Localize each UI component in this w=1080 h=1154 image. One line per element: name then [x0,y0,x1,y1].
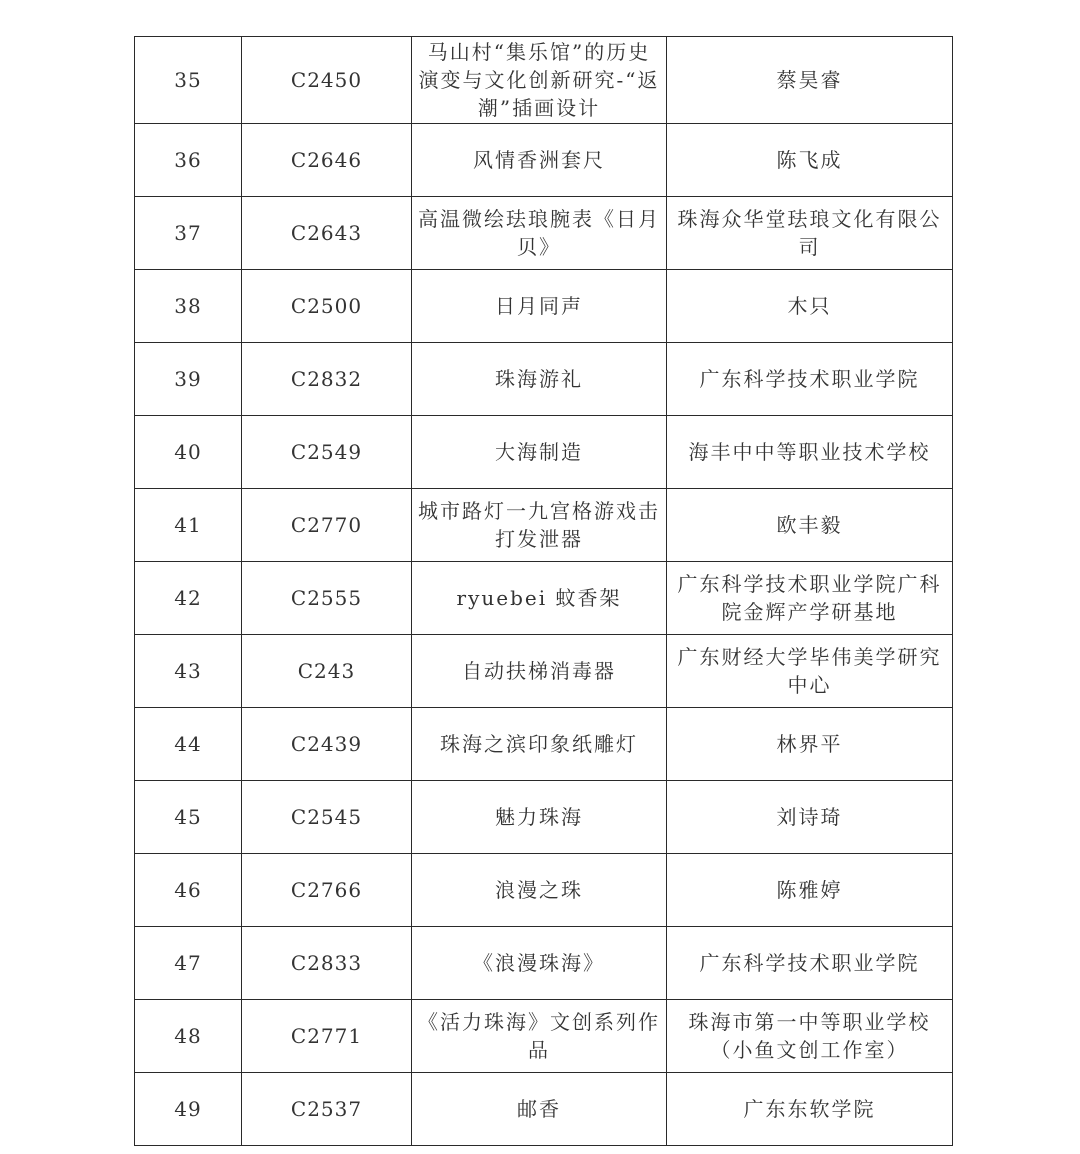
table-row [135,1073,953,1146]
author-name: 广东科学技术职业学院 [667,343,953,416]
row-number: 42 [135,562,242,635]
work-title: 邮香 [412,1073,667,1146]
table-row [135,343,953,416]
table-row [135,37,953,124]
entry-code: C2450 [242,37,412,124]
table-row [135,854,953,927]
entry-code: C2549 [242,416,412,489]
author-name: 陈飞成 [667,124,953,197]
row-number: 44 [135,708,242,781]
work-title: 日月同声 [412,270,667,343]
entry-code: C2439 [242,708,412,781]
entry-code: C2771 [242,1000,412,1073]
row-number: 46 [135,854,242,927]
table-row [135,635,953,708]
entry-code: C2833 [242,927,412,1000]
row-number: 49 [135,1073,242,1146]
work-title: 马山村“集乐馆”的历史演变与文化创新研究-“返潮”插画设计 [412,37,667,124]
table-row [135,562,953,635]
entry-code: C243 [242,635,412,708]
work-title: 大海制造 [412,416,667,489]
entry-code: C2766 [242,854,412,927]
row-number: 47 [135,927,242,1000]
row-number: 39 [135,343,242,416]
entry-code: C2500 [242,270,412,343]
author-name: 陈雅婷 [667,854,953,927]
work-title: 《浪漫珠海》 [412,927,667,1000]
table-row [135,927,953,1000]
table-row [135,708,953,781]
row-number: 36 [135,124,242,197]
row-number: 37 [135,197,242,270]
table-row [135,489,953,562]
table-row [135,416,953,489]
work-title: 高温微绘珐琅腕表《日月贝》 [412,197,667,270]
author-name: 珠海市第一中等职业学校（小鱼文创工作室） [667,1000,953,1073]
table-row [135,781,953,854]
entry-code: C2643 [242,197,412,270]
author-name: 蔡昊睿 [667,37,953,124]
work-title: 珠海游礼 [412,343,667,416]
author-name: 刘诗琦 [667,781,953,854]
row-number: 38 [135,270,242,343]
work-title: 风情香洲套尺 [412,124,667,197]
work-title: ryuebei 蚊香架 [412,562,667,635]
results-table [134,36,953,1146]
entry-code: C2555 [242,562,412,635]
row-number: 35 [135,37,242,124]
author-name: 欧丰毅 [667,489,953,562]
work-title: 魅力珠海 [412,781,667,854]
author-name: 木只 [667,270,953,343]
work-title: 自动扶梯消毒器 [412,635,667,708]
work-title: 浪漫之珠 [412,854,667,927]
author-name: 林界平 [667,708,953,781]
entry-code: C2770 [242,489,412,562]
entry-code: C2646 [242,124,412,197]
author-name: 广东东软学院 [667,1073,953,1146]
table-row [135,124,953,197]
entry-code: C2537 [242,1073,412,1146]
row-number: 48 [135,1000,242,1073]
row-number: 40 [135,416,242,489]
author-name: 广东科学技术职业学院 [667,927,953,1000]
row-number: 41 [135,489,242,562]
row-number: 43 [135,635,242,708]
table-row [135,197,953,270]
table-row [135,270,953,343]
work-title: 城市路灯一九宫格游戏击打发泄器 [412,489,667,562]
author-name: 广东科学技术职业学院广科院金辉产学研基地 [667,562,953,635]
table-row [135,1000,953,1073]
row-number: 45 [135,781,242,854]
author-name: 海丰中中等职业技术学校 [667,416,953,489]
entry-code: C2545 [242,781,412,854]
work-title: 珠海之滨印象纸雕灯 [412,708,667,781]
entry-code: C2832 [242,343,412,416]
author-name: 广东财经大学毕伟美学研究中心 [667,635,953,708]
work-title: 《活力珠海》文创系列作品 [412,1000,667,1073]
author-name: 珠海众华堂珐琅文化有限公司 [667,197,953,270]
